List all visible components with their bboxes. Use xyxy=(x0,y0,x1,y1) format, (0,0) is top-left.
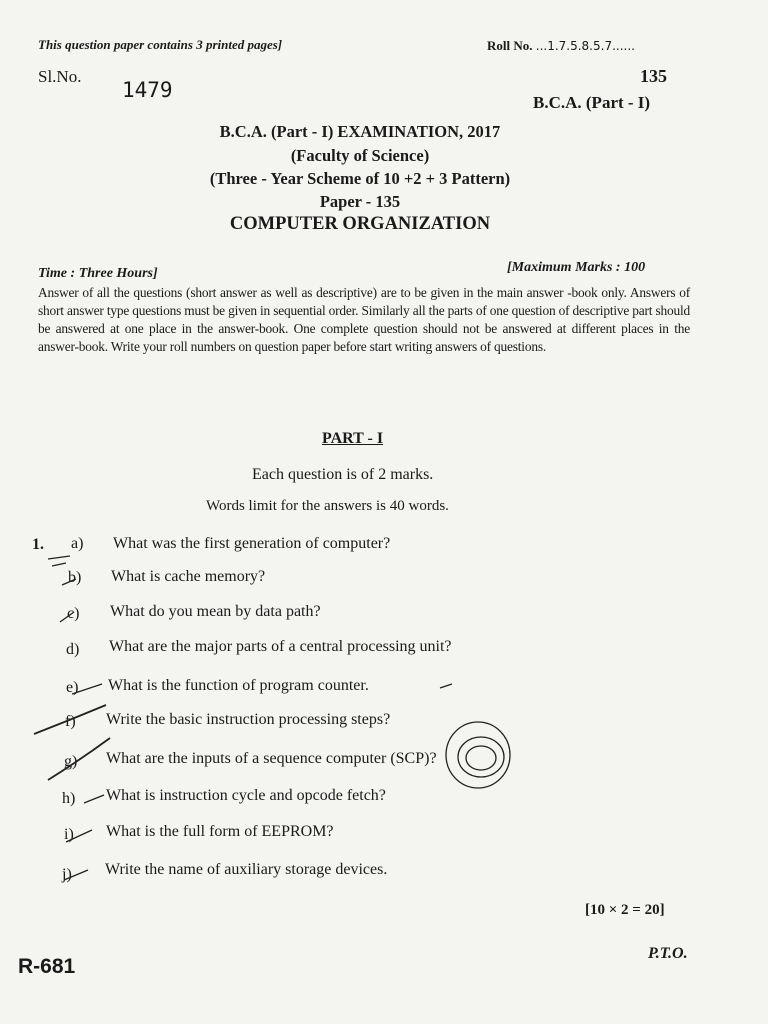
question-label: e) xyxy=(66,679,79,696)
question-label: f) xyxy=(65,713,76,730)
sl-value: 1479 xyxy=(122,78,173,102)
question-label: g) xyxy=(64,753,78,770)
time-allowed: Time : Three Hours] xyxy=(38,266,158,281)
pto-label: P.T.O. xyxy=(648,945,688,962)
question-text: Write the name of auxiliary storage devices. xyxy=(105,861,388,878)
question-text: What is instruction cycle and opcode fetch? xyxy=(106,787,386,804)
question-text: What are the inputs of a sequence computer (SCP)? xyxy=(106,750,437,767)
question-label: h) xyxy=(62,790,76,807)
question-label: c) xyxy=(67,605,80,622)
question-text: What is cache memory? xyxy=(111,568,266,585)
question-text: What are the major parts of a central processing unit? xyxy=(109,638,452,655)
words-note: Words limit for the answers is 40 words. xyxy=(206,498,449,514)
subject-title: COMPUTER ORGANIZATION xyxy=(229,214,491,234)
question-text: What is the full form of EEPROM? xyxy=(106,823,334,840)
pages-note: This question paper contains 3 printed pages] xyxy=(38,37,283,52)
question-text: Write the basic instruction processing steps? xyxy=(106,711,391,728)
marks-note: Each question is of 2 marks. xyxy=(252,466,434,483)
question-text: What do you mean by data path? xyxy=(110,603,321,620)
question-label: b) xyxy=(68,569,82,586)
question-text: What is the function of program counter. xyxy=(108,677,369,694)
faculty-line: (Faculty of Science) xyxy=(290,146,430,165)
roll-label: Roll No. xyxy=(487,38,536,53)
course-name: B.C.A. (Part - I) xyxy=(533,93,651,112)
scheme-line: (Three - Year Scheme of 10 +2 + 3 Pattern) xyxy=(209,169,511,188)
paper-code: 135 xyxy=(640,66,667,86)
paper-line: Paper - 135 xyxy=(319,192,401,211)
paper-code-footer: R-681 xyxy=(18,955,76,978)
total-marks: [10 × 2 = 20] xyxy=(585,902,665,918)
question-number: 1. xyxy=(32,536,44,553)
question-text: What was the first generation of computer? xyxy=(113,535,391,552)
maximum-marks: [Maximum Marks : 100 xyxy=(507,260,646,275)
exam-title: B.C.A. (Part - I) EXAMINATION, 2017 xyxy=(219,122,501,141)
question-label: d) xyxy=(66,641,80,658)
instructions-paragraph: Answer of all the questions (short answer as well as descriptive) are to be given in the main answer -book only. Answers of short answer type questions must be given in sequential order. Similarly all the parts of one question of descriptive part should be answered at one place in the answer-book. One complete question should not be answered at different places in the answer-book. Write your roll numbers on question paper before start writing answers of questions. xyxy=(38,285,690,354)
part-heading: PART - I xyxy=(322,430,384,447)
question-label: a) xyxy=(71,535,84,552)
question-label: j) xyxy=(62,866,72,883)
roll-value: ...1.7.5.8.5.7...... xyxy=(535,39,635,53)
sl-label: Sl.No. xyxy=(38,67,82,86)
question-label: i) xyxy=(64,826,74,843)
